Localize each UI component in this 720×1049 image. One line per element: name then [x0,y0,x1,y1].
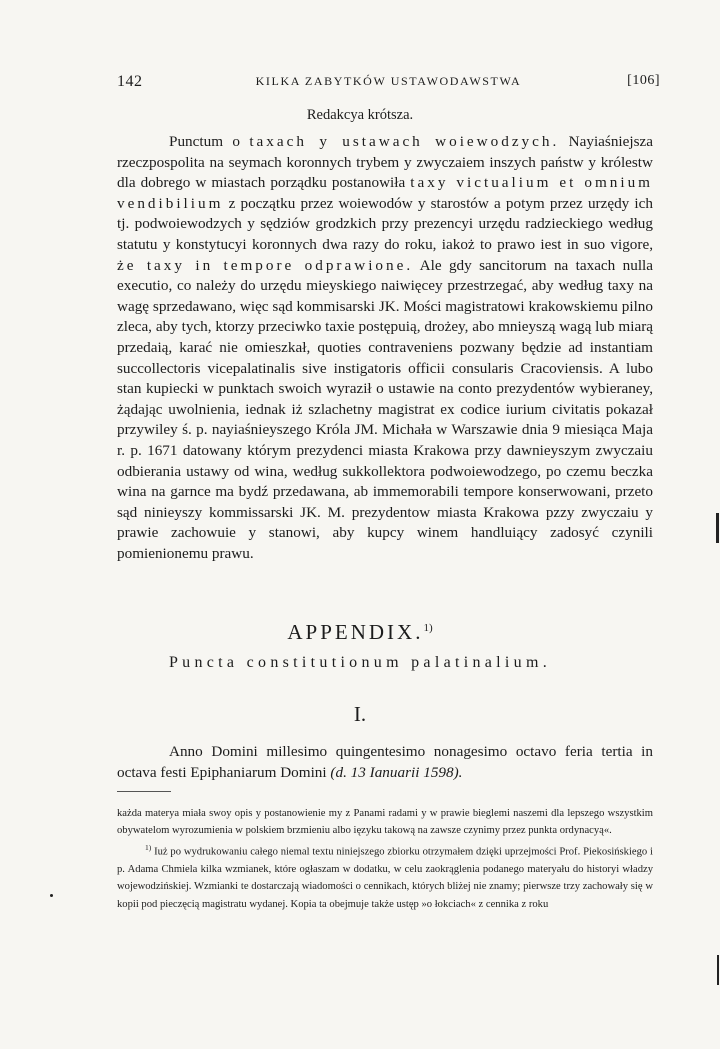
footnote-mark: 1) [145,843,152,853]
appendix-text: Anno Domini millesimo quingentesimo nonagesimo octavo feria tertia in octava festi Epiphaniarum Domini [117,743,653,781]
paragraph-text: Ale gdy sancitorum na taxach nulla executio, co należy do urzędu mieyskiego naiwięcey przestrzegać, aby według taxy na wagę sprzedawano, więc sąd kommisarski JK. Mości magistratowi krakowskiemu pilno zleca, aby tych, ktorzy przeciwko taxie postępuią, drożey, abo mnieyszą wagą lub miarą przedaią, karać nie omieszkał, quoties contraveniens pozwany będzie ad instantiam succollectoris vicepalatinalis sive instigatoris officii consularis Cracoviensis. A lubo stan kupiecki w punktach swoich wyraził o ustawie na conto prezydentów wybieraney, żądając uwolnienia, iednak iż szlachetny magistrat ex codice iurium civitatis pokazał przywiley ś. p. nayiaśnieyszego Króla JM. Michała w Warszawie dnia 9 miesiąca Maja r. p. 1671 datowany którym prezydenci miasta Krakowa przy dawnieyszym zwyczaiu odbierania ustawy od wina, według sukkollektora podwoiewodzego, po czemu beczka wina na garnce ma bydź przedawana, ab immemorabili tempore konserwowani, przeto sąd ninieyszy kommissarski JK. M. prezydentow miasta Krakowa pzzy zwyczaiu y prawie zachowuie y stanowi, aby kupcy winem handluiący zadosyć czynili pomienionemu prawu. [117,256,653,562]
main-paragraph [117,132,653,564]
footnotes [117,805,653,913]
original-page-reference: [106] [627,73,660,88]
page-header [117,73,660,95]
paragraph-text: Nayiaśniejsza rzeczpospolita na seymach koronnych trybem y zwyczaiem inszych państw y królestw dla dobrego w miastach porządku postanowiła [117,133,653,192]
paragraph-text: z początku przez woiewodów y starostów a potym przez urzędy ich tj. podwoiewodzych y sędziów grodzkich przy prezencyi urzędu radzieckiego według statutu y konstytucyi koronnych dwa razy do roku, iakoż to prawo iest in suo vigore, [117,194,653,253]
appendix-date: (d. 13 Ianuarii 1598). [330,763,463,781]
section-subtitle: Redakcya krótsza. [306,107,414,123]
footnote-text: Iuż po wydrukowaniu całego niemal textu niniejszego zbiorku otrzymałem dzięki uprzejmości Prof. Piekosińskiego i p. Adama Chmiela kilka wzmianek, które ogłaszam w dodatku, w celu zaokrąglenia podanego materyału do historyi władzy wojewodzińskiej. Wzmianki te dostarczają wiadomości o cennikach, których bliżej nie znamy; pierwsze trzy zachowały się w kopii pod pieczęcią magistratu wydanej. Kopia ta obejmuje także ustęp »o łokciach« z cennika z roku [117,846,653,910]
page-number: 142 [117,73,143,90]
appendix-heading [0,620,720,645]
spaced-emphasis: że taxy in tempore odprawione. [117,256,414,274]
paragraph-text: Punctum o [169,133,250,150]
footnote-divider [117,791,171,792]
scan-edge-mark [716,513,719,543]
section-number: I. [353,702,367,726]
appendix-paragraph [117,742,653,783]
spaced-emphasis: taxy victualium et omnium vendibilium [117,174,653,212]
scan-edge-mark [717,955,719,985]
footnote-reference: 1) [423,622,433,634]
footnote-continuation: każda materya miała swoy opis y postanowienie my z Panami radami y w prawie bieglemi naszemi dla lepszego wszystkim obywatelom wyrozumienia w polskiem brzmieniu albo ięzyku takową na zawsze czynimy przez punkta ordynacyą«. [117,808,653,837]
running-title: KILKA ZABYTKÓW USTAWODAWSTWA [255,74,522,88]
spaced-emphasis: taxach y ustawach woiewodzych. [249,133,560,150]
appendix-subtitle: Puncta constitutionum palatinalium. [168,654,552,671]
footnote-1 [117,839,653,912]
scan-dot [50,894,53,897]
appendix-title: APPENDIX. [287,620,424,644]
